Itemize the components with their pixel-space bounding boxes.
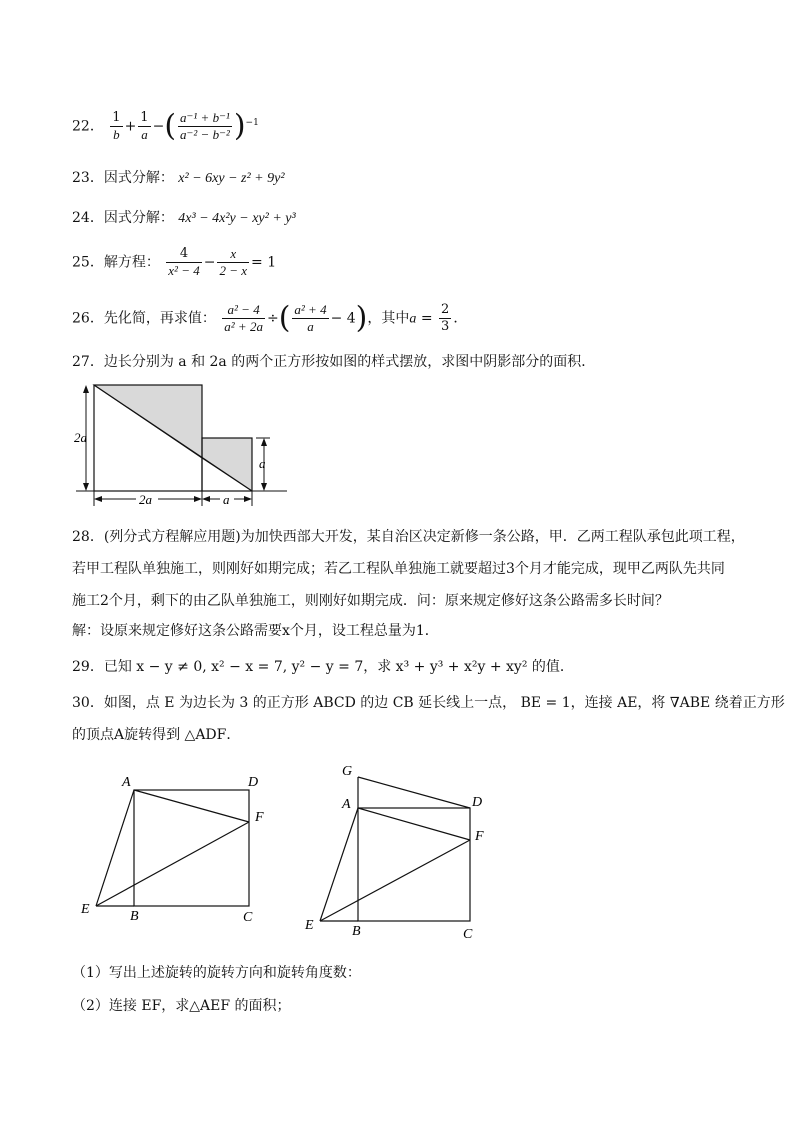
fraction: $\frac{2}{3}$ bbox=[441, 302, 450, 334]
rotation-figure-2 bbox=[300, 760, 500, 945]
point-label-e: E bbox=[305, 918, 314, 933]
point-label-c: C bbox=[463, 927, 473, 942]
question-number: 23． bbox=[72, 170, 104, 186]
question-number: 29． bbox=[72, 659, 104, 675]
question-29 bbox=[72, 657, 574, 677]
point-label-d: D bbox=[472, 795, 483, 810]
dimension-label-2a-left: 2a bbox=[74, 430, 87, 445]
dimension-label-a-right: a bbox=[259, 456, 266, 471]
question-25: 25．解方程： $\frac{4}{\text{x² − 4}}$ − $\frac{x}{2 - x}$ = 1 bbox=[72, 246, 277, 278]
question-30-line-2: 的顶点A旋转得到 △ADF． bbox=[72, 727, 241, 743]
question-number: 24． bbox=[72, 210, 104, 226]
fraction: $\frac{\text{a⁻¹ + b⁻¹}}{\text{a⁻² − b⁻²}}$ bbox=[180, 110, 230, 142]
question-27 bbox=[72, 352, 595, 372]
question-label: 解方程： bbox=[103, 254, 160, 271]
question-text: 边长分别为 a 和 2a 的两个正方形按如图的样式摆放，求图中阴影部分的面积． bbox=[103, 354, 596, 370]
point-label-b: B bbox=[130, 909, 139, 924]
question-26: 26．先化简，再求值： $\frac{\text{a² − 4}}{\text{a² + 2a}}$ ÷( $\frac{\text{a² + 4}}{a}$ − 4)，其中a = $\frac{2}{3}$ ． bbox=[72, 300, 468, 336]
question-label: 因式分解： bbox=[103, 170, 174, 186]
question-24 bbox=[72, 208, 296, 229]
squares-figure bbox=[72, 380, 292, 510]
math-expression: 4x³ − 4x²y − xy² + y³ bbox=[178, 211, 296, 226]
question-28-line-2: 若甲工程队单独施工，则刚好如期完成；若乙工程队单独施工就要超过3个月才能完成，现甲乙两队先共同 bbox=[72, 561, 725, 577]
point-label-f: F bbox=[475, 829, 484, 844]
point-label-b: B bbox=[352, 924, 361, 939]
question-text: 已知 x − y ≠ 0, x² − x = 7, y² − y = 7，求 x³ + y³ + x²y + xy² 的值． bbox=[103, 659, 574, 675]
question-number: 25． bbox=[72, 254, 104, 271]
question-23 bbox=[72, 168, 285, 189]
fraction: $\frac{\text{a² − 4}}{\text{a² + 2a}}$ bbox=[224, 302, 263, 334]
question-label: 先化简，再求值： bbox=[103, 310, 216, 327]
question-22: 22． $\frac{1}{b}$ + $\frac{1}{a}$ −( $\frac{\text{a⁻¹ + b⁻¹}}{\text{a⁻² − b⁻²}}$ )$^{-1}$ bbox=[72, 108, 259, 144]
fraction: $\frac{4}{\text{x² − 4}}$ bbox=[168, 246, 200, 278]
fraction: $\frac{1}{b}$ bbox=[112, 110, 121, 142]
point-label-a: A bbox=[122, 775, 131, 790]
question-28-line-3: 施工2个月，剩下的由乙队单独施工，则刚好如期完成．问：原来规定修好这条公路需多长时间？ bbox=[72, 593, 669, 609]
point-label-d: D bbox=[248, 775, 259, 790]
point-label-f: F bbox=[255, 810, 264, 825]
point-label-e: E bbox=[81, 902, 90, 917]
point-label-c: C bbox=[243, 910, 253, 925]
question-30-line-1: 30．如图，点 E 为边长为 3 的正方形 ABCD 的边 CB 延长线上一点， BE = 1，连接 AE，将 ∇ABE 绕着正方形 bbox=[72, 695, 785, 711]
point-label-g: G bbox=[342, 764, 353, 779]
question-30-sub-1: （1）写出上述旋转的旋转方向和旋转角度数： bbox=[72, 965, 361, 981]
point-label-a: A bbox=[342, 797, 351, 812]
question-28-line-1: 28．(列分式方程解应用题)为加快西部大开发，某自治区决定新修一条公路，甲．乙两工程队承包此项工程， bbox=[72, 529, 745, 545]
shaded-region-right bbox=[202, 438, 252, 491]
fraction: $\frac{\text{a² + 4}}{a}$ bbox=[294, 302, 327, 334]
question-label: 因式分解： bbox=[103, 210, 174, 226]
rotation-figure-1 bbox=[76, 770, 276, 930]
question-number: 26． bbox=[72, 310, 104, 327]
dimension-label-2a-bottom: 2a bbox=[139, 492, 152, 507]
dimension-label-a-bottom: a bbox=[223, 492, 230, 507]
math-expression: x² − 6xy − z² + 9y² bbox=[178, 171, 285, 186]
question-number: 28． bbox=[72, 529, 104, 545]
question-28-answer: 解：设原来规定修好这条公路需要x个月，设工程总量为1． bbox=[72, 623, 439, 639]
question-number: 27． bbox=[72, 354, 104, 370]
square-abcd bbox=[358, 808, 470, 921]
question-30-sub-2: （2）连接 EF，求△AEF 的面积； bbox=[72, 998, 291, 1014]
fraction: $\frac{1}{a}$ bbox=[140, 110, 149, 142]
question-number: 30． bbox=[72, 695, 104, 711]
square-abcd bbox=[134, 790, 249, 906]
question-number: 22． bbox=[72, 118, 104, 135]
fraction: $\frac{x}{2 - x}$ bbox=[219, 246, 248, 278]
